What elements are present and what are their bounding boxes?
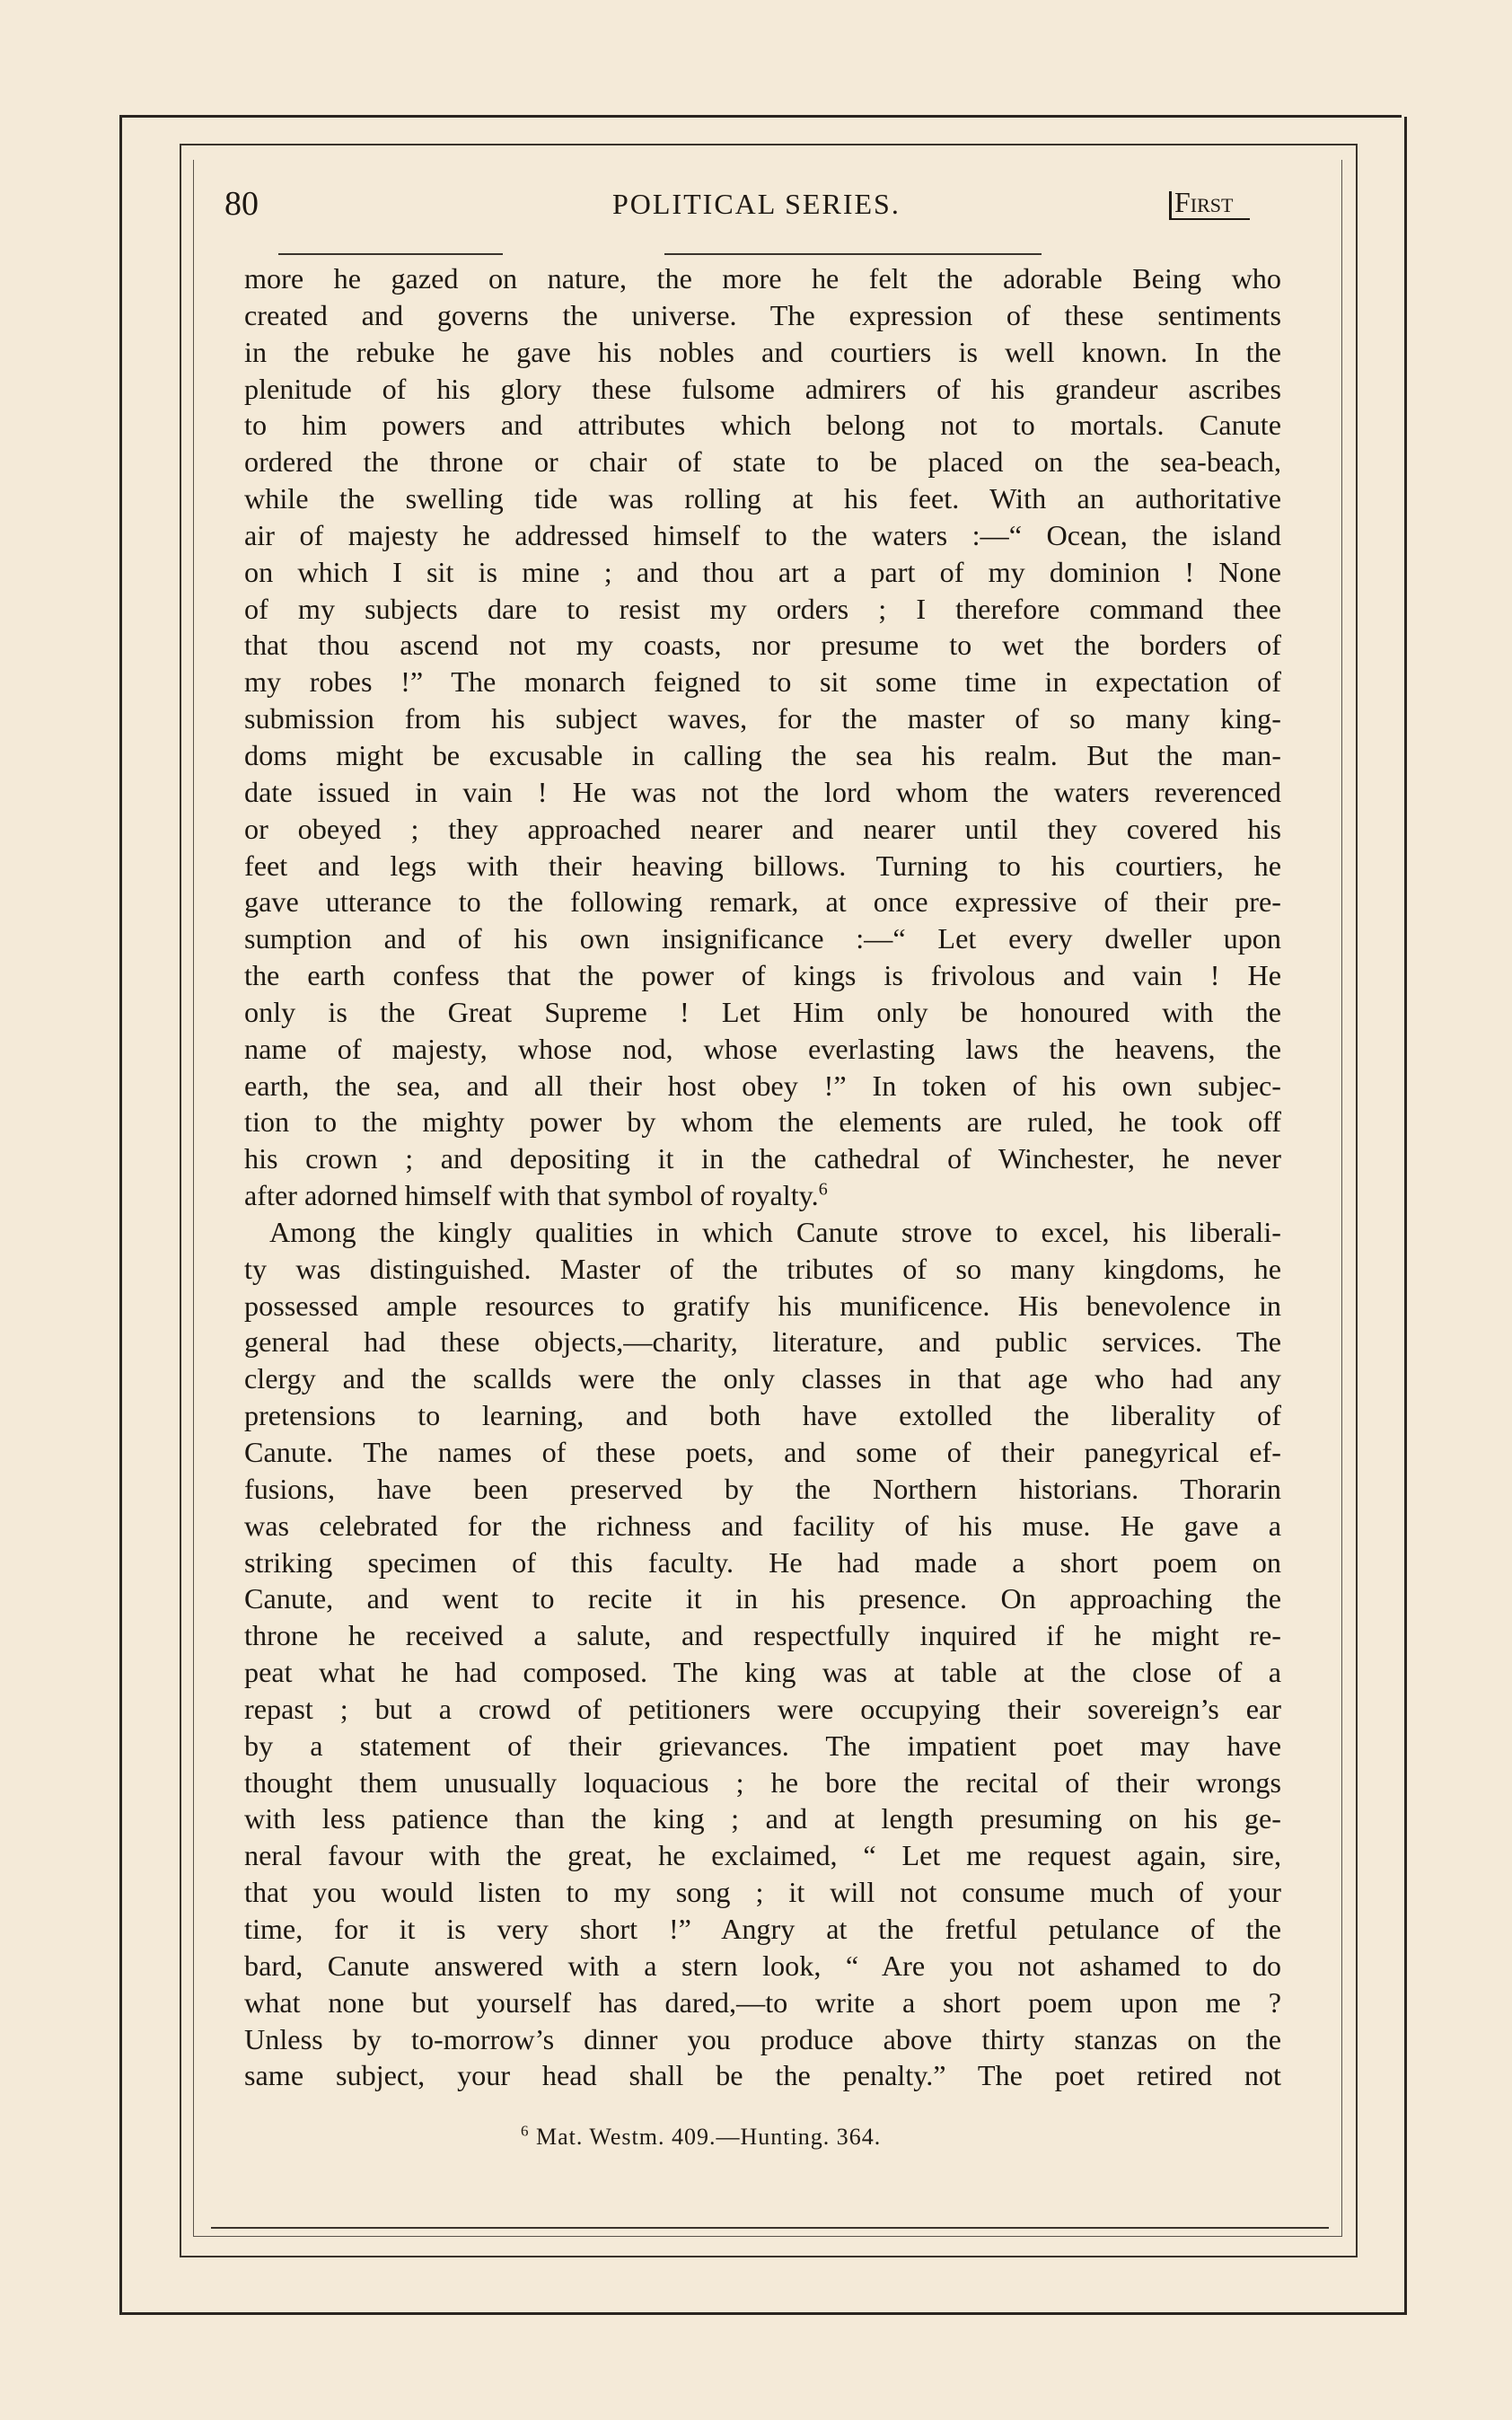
text-line: general had these objects,—charity, literature, and public services. The	[244, 1325, 1281, 1359]
bottom-rule	[211, 2227, 1329, 2229]
text-line: what none but yourself has dared,—to write a short poem upon me ?	[244, 1985, 1281, 2019]
footnote-text: Mat. Westm. 409.—Hunting. 364.	[536, 2124, 882, 2150]
text-line: air of majesty he addressed himself to the waters :—“ Ocean, the island	[244, 518, 1281, 551]
text-line: plenitude of his glory these fulsome admirers of his grandeur ascribes	[244, 372, 1281, 405]
text-line-with-note	[244, 1177, 1281, 1214]
text-line: clergy and the scallds were the only classes in that age who had any	[244, 1362, 1281, 1395]
text-line: my robes !” The monarch feigned to sit some time in expectation of	[244, 665, 1281, 699]
text-line: possessed ample resources to gratify his munificence. His benevolence in	[244, 1289, 1281, 1322]
text-line: thought them unusually loquacious ; he bore the recital of their wrongs	[244, 1765, 1281, 1799]
text-line: earth, the sea, and all their host obey !” In token of his own subjec-	[244, 1069, 1281, 1102]
text-line: sumption and of his own insignificance :—“ Let every dweller upon	[244, 922, 1281, 955]
text-line: more he gazed on nature, the more he felt the adorable Being who	[244, 262, 1281, 295]
section-mark: First	[1174, 186, 1234, 218]
text-line: pretensions to learning, and both have extolled the liberality of	[244, 1399, 1281, 1432]
footnote-marker: 6	[521, 2122, 530, 2140]
text-line: fusions, have been preserved by the Northern historians. Thorarin	[244, 1472, 1281, 1505]
text-line: or obeyed ; they approached nearer and nearer until they covered his	[244, 812, 1281, 845]
text-line: only is the Great Supreme ! Let Him only be honoured with the	[244, 995, 1281, 1028]
text-line: doms might be excusable in calling the sea his realm. But the man-	[244, 738, 1281, 771]
text-line: the earth confess that the power of kings is frivolous and vain ! He	[244, 959, 1281, 992]
text-line: his crown ; and depositing it in the cathedral of Winchester, he never	[244, 1142, 1281, 1175]
text-line: on which I sit is mine ; and thou art a part of my dominion ! None	[244, 555, 1281, 588]
text-line: while the swelling tide was rolling at his feet. With an authoritative	[244, 482, 1281, 515]
running-title: POLITICAL SERIES.	[612, 188, 901, 220]
text-line: of my subjects dare to resist my orders ; I therefore command thee	[244, 592, 1281, 625]
text-line: Canute, and went to recite it in his presence. On approaching the	[244, 1582, 1281, 1615]
text-line: ty was distinguished. Master of the tributes of so many kingdoms, he	[244, 1252, 1281, 1285]
text-line: bard, Canute answered with a stern look, “ Are you not ashamed to do	[244, 1949, 1281, 1982]
text-line: feet and legs with their heaving billows. Turning to his courtiers, he	[244, 849, 1281, 882]
text-line: with less patience than the king ; and at length presuming on his ge-	[244, 1802, 1281, 1835]
body-text	[244, 260, 1281, 2094]
text-line: after adorned himself with that symbol of royalty.	[244, 1179, 819, 1212]
text-line: neral favour with the great, he exclaimed, “ Let me request again, sire,	[244, 1839, 1281, 1872]
text-line: that thou ascend not my coasts, nor presume to wet the borders of	[244, 629, 1281, 662]
text-line: submission from his subject waves, for the master of so many king-	[244, 702, 1281, 735]
header-rule-left	[278, 253, 503, 255]
text-line: tion to the mighty power by whom the elements are ruled, he took off	[244, 1105, 1281, 1139]
paragraph-start: Among the kingly qualities in which Canute strove to excel, his liberali-	[269, 1215, 1281, 1248]
text-line: striking specimen of this faculty. He had made a short poem on	[244, 1545, 1281, 1579]
text-line: name of majesty, whose nod, whose everlasting laws the heavens, the	[244, 1032, 1281, 1065]
text-line: by a statement of their grievances. The impatient poet may have	[244, 1729, 1281, 1762]
text-line: gave utterance to the following remark, at once expressive of their pre-	[244, 885, 1281, 919]
text-line: Canute. The names of these poets, and some of their panegyrical ef-	[244, 1436, 1281, 1468]
footnote	[521, 2124, 881, 2151]
text-line: Unless by to-morrow’s dinner you produce above thirty stanzas on the	[244, 2022, 1281, 2055]
text-line: date issued in vain ! He was not the lord whom the waters reverenced	[244, 775, 1281, 808]
text-line: that you would listen to my song ; it will not consume much of your	[244, 1876, 1281, 1909]
text-line: created and governs the universe. The expression of these sentiments	[244, 298, 1281, 331]
header-rule-right	[664, 253, 1042, 255]
text-line: peat what he had composed. The king was at table at the close of a	[244, 1656, 1281, 1689]
text-line: same subject, your head shall be the penalty.” The poet retired not	[244, 2059, 1281, 2092]
text-line: ordered the throne or chair of state to be placed on the sea-beach,	[244, 445, 1281, 479]
page-number: 80	[224, 185, 259, 223]
text-line: time, for it is very short !” Angry at the fretful petulance of the	[244, 1912, 1281, 1945]
page-header	[224, 184, 1347, 238]
text-line: was celebrated for the richness and facility of his muse. He gave a	[244, 1509, 1281, 1542]
text-line: repast ; but a crowd of petitioners were occupying their sovereign’s ear	[244, 1692, 1281, 1725]
text-line: throne he received a salute, and respectfully inquired if he might re-	[244, 1619, 1281, 1652]
footnote-reference[interactable]: 6	[818, 1179, 828, 1200]
text-line: in the rebuke he gave his nobles and courtiers is well known. In the	[244, 335, 1281, 368]
text-line: to him powers and attributes which belong not to mortals. Canute	[244, 409, 1281, 442]
